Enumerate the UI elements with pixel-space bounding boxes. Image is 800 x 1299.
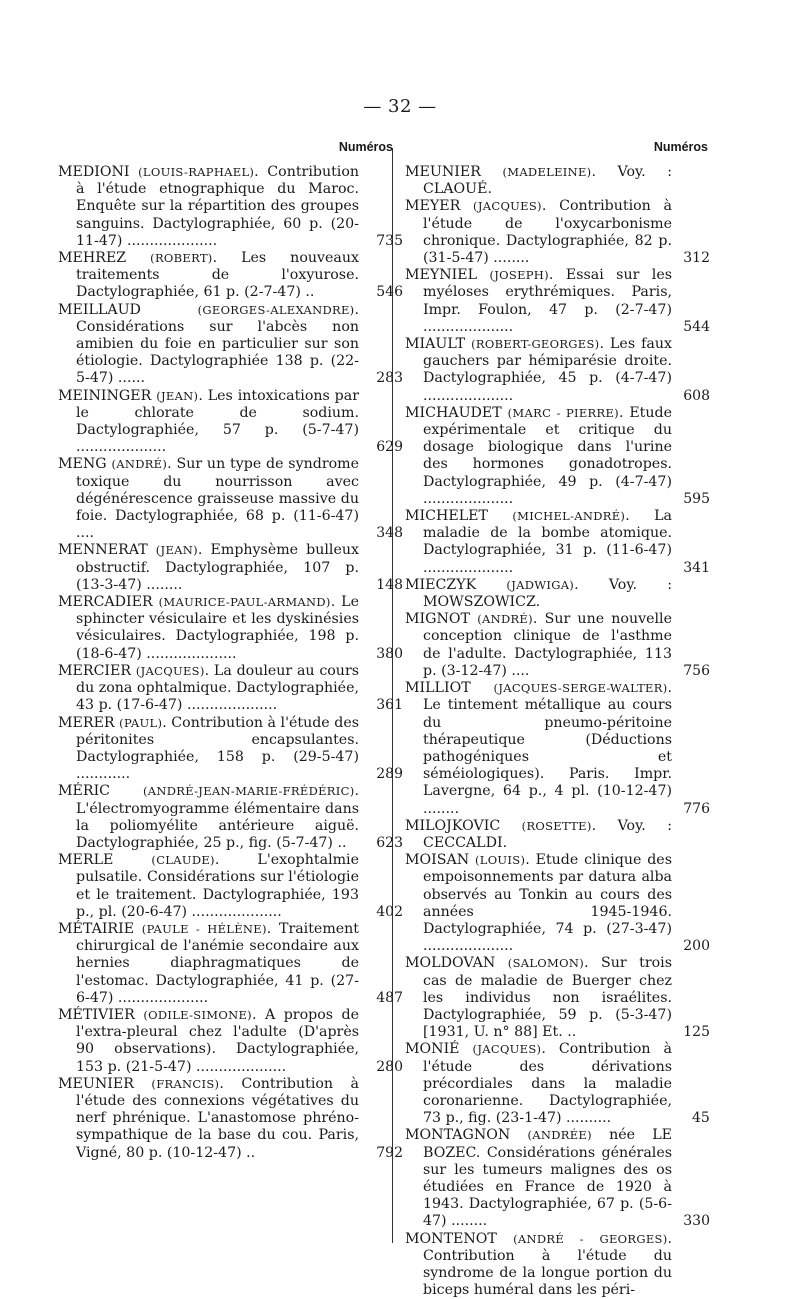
entry-number: 283 [376,370,403,387]
catalog-entry [58,921,403,1007]
entry-author-given-names: (JEAN) [155,543,198,558]
entry-author-given-names: (JACQUES) [473,199,542,214]
entry-author-surname: MOISAN [405,852,470,869]
entry-description: . A propos de l'extra-pleural chez l'adulte (D'après 90 observations). Dactylographiée, 153 p. (21-5-47) .................... [76,1006,359,1075]
entry-author-surname: MÉTIVIER [58,1006,135,1023]
entry-description: . Sur trois cas de maladie de Buerger chez les individus non israélites. Dactylographiée, 59 p. (5-3-47) [1931, U. n° 88] Et. .. [423,955,672,1041]
catalog-entry [405,508,710,577]
entry-number: 402 [376,903,403,920]
entry-description: . Etude expérimentale et critique du dosage biologique dans l'urine des hormones gonadotropes. Dactylographiée, 49 p. (4-7-47) .................... [423,404,672,507]
entry-number: 623 [376,834,403,851]
entry-description: . Contribution à l'étude etnographique du Maroc. Enquête sur la répartition des groupes sanguins. Dactylographiée, 60 p. (20-11-47) .................... [76,164,359,249]
entry-author-given-names: (SALOMON) [507,956,584,971]
entry-author-surname: MEUNIER [58,1075,134,1092]
entry-author-surname: MEILLAUD [58,301,141,318]
entry-author-given-names: (JEAN) [156,388,199,403]
entry-number: 756 [683,662,710,679]
catalog-entry [405,680,710,818]
entry-author-given-names: (ANDRÉ-JEAN-MARIE-FRÉDÉRIC) [142,784,355,799]
catalog-entry [58,1076,403,1162]
catalog-entry [58,542,403,594]
entry-description: . Contribution à l'étude de l'oxycarbonisme chronique. Dactylographiée, 82 p. (31-5-47) ........ [423,198,672,267]
catalog-entry: MONIÉ (JACQUES). Contribution à l'étude des dérivations précordiales dans la maladie coronarienne. Dactylographiée, 73 p., fig. (23-1-47) .......... 45 [405,1041,710,1127]
right-column [405,140,710,1299]
right-entry-list [405,164,710,1299]
entry-author-surname: MICHELET [405,508,488,525]
entry-number: 289 [376,766,403,783]
entry-description: . Le tintement métallique au cours du pneumo-péritoine thérapeutique (Déductions pathogéniques et séméiologiques). Paris. Impr. Lavergne, 64 p., 4 pl. (10-12-47) ........ [423,680,672,817]
entry-author-surname: MEDIONI [58,164,130,180]
entry-description: . Sur un type de syndrome toxique du nourrisson avec dégénérescence graisseuse massive du foie. Dactylographiée, 68 p. (11-6-47) .... [76,456,359,542]
entry-number: 792 [376,1144,403,1161]
catalog-entry [58,852,403,921]
entry-author-given-names: (JACQUES) [472,1042,542,1057]
catalog-entry [58,388,403,457]
entry-author-given-names: (ROBERT-GEORGES) [471,337,600,352]
catalog-entry [58,783,403,852]
entry-author-surname: MOLDOVAN [405,955,496,972]
left-column [58,140,403,1162]
entry-author-surname: MIGNOT [405,611,470,628]
entry-description: . Emphysème bulleux obstructif. Dactylographiée, 107 p. (13-3-47) ........ [76,542,359,593]
entry-author-surname: MÉTAIRIE [58,920,135,937]
entry-number: 776 [683,800,710,817]
catalog-entry [405,818,710,852]
entry-author-surname: MEYER [405,198,461,215]
entry-description: . Traitement chirurgical de l'anémie secondaire aux hernies diaphragmatiques de l'estomac. Dactylographiée, 41 p. (27-6-47) .................... [76,920,360,1006]
entry-author-surname: MONIÉ [405,1041,460,1058]
entry-author-surname: MEUNIER [405,164,481,180]
left-entry-list [58,164,403,1162]
entry-number: 546 [376,284,403,301]
right-column-header: Numéros [653,140,708,154]
entry-author-surname: MILLIOT [405,680,471,697]
entry-description: . Les intoxications par le chlorate de sodium. Dactylographiée, 57 p. (5-7-47) .................... [76,387,359,456]
entry-author-given-names: (GEORGES-ALEXANDRE) [197,302,355,317]
entry-description: . L'exophtalmie pulsatile. Considérations sur l'étiologie et le traitement. Dactylographiée, 193 p., pl. (20-6-47) .................... [76,852,359,920]
catalog-entry [58,663,403,715]
catalog-entry [405,164,710,198]
entry-author-surname: MERCADIER [58,594,153,611]
entry-number: 595 [683,490,710,507]
catalog-entry [405,852,710,955]
entry-number: 380 [376,645,403,662]
entry-author-surname: MIAULT [405,336,466,353]
entry-number: 148 [376,576,403,593]
entry-description: . Voy. : CLAOUÉ. [423,164,672,198]
entry-description: . Contribution à l'étude du syndrome de la longue portion du biceps huméral dans les péri- [423,1230,672,1299]
entry-description: . Etude clinique des empoisonnements par datura alba observés au Tonkin au cours des années 1945-1946. Dactylographiée, 74 p. (27-3-47) .................... [423,852,672,955]
catalog-entry [58,715,403,784]
entry-description: . La maladie de la bombe atomique. Dactylographiée, 31 p. (11-6-47) .................... [423,508,672,576]
entry-description: . Les faux gauchers par hémiparésie droite. Dactylographiée, 45 p. (4-7-47) .................... [423,336,672,404]
entry-author-surname: MIECZYK [405,576,477,593]
entry-author-given-names: (ANDRÉ - GEORGES) [513,1231,668,1246]
entry-description: . Contribution à l'étude des péritonites encapsulantes. Dactylographiée, 158 p. (29-5-47) ............ [76,714,359,783]
entry-author-given-names: (LOUIS-RAPHAEL) [138,165,255,179]
entry-author-given-names: (JADWIGA) [506,577,575,592]
entry-author-surname: MERER [58,714,115,731]
entry-author-given-names: (JOSEPH) [489,268,549,283]
entry-author-given-names: (ODILE-SIMONE) [143,1007,252,1022]
entry-number: 312 [683,250,710,267]
entry-author-given-names: (MICHEL-ANDRÉ) [512,509,626,524]
entry-description: . Les nouveaux traitements de l'oxyurose. Dactylographiée, 61 p. (2-7-47) .. [76,250,360,301]
entry-description: . Considérations sur l'abcès non amibien du foie en particulier sur son étiologie. Dactylographiée 138 p. (22-5-47) ...... [76,301,359,387]
entry-number: 330 [683,1213,710,1230]
entry-author-given-names: (ROBERT) [150,251,213,266]
entry-author-surname: MERLE [58,852,114,869]
catalog-entry [405,1231,710,1299]
catalog-entry [58,250,403,302]
entry-author-given-names: (ANDRÉE) [527,1128,592,1143]
catalog-entry [405,955,710,1041]
entry-number: 735 [376,232,403,249]
entry-number: 341 [683,559,710,576]
catalog-entry [405,1127,710,1230]
entry-author-surname: MEHREZ [58,250,127,267]
entry-author-given-names: (MARC - PIERRE) [507,405,619,420]
entry-author-surname: MONTAGNON [405,1127,511,1144]
entry-description: . Le sphincter vésiculaire et les dyskinésies vésiculaires. Dactylographiée, 198 p. (18-6-47) .................... [76,594,359,662]
catalog-entry [405,336,710,405]
catalog-entry [58,456,403,542]
entry-description: . Contribution à l'étude des dérivations précordiales dans la maladie coronarienne. Dactylographiée, 73 p., fig. (23-1-47) .......... [423,1041,672,1127]
entry-author-surname: MENG [58,456,107,473]
catalog-entry [405,267,710,336]
entry-author-surname: MEININGER [58,387,152,404]
entry-author-surname: MÉRIC [58,783,111,800]
entry-number: 629 [376,439,403,456]
entry-description: . L'électromyogramme élémentaire dans la poliomyélite antérieure aiguë. Dactylographiée, 25 p., fig. (5-7-47) .. [76,783,359,851]
catalog-entry [58,1007,403,1076]
entry-number: 348 [376,525,403,542]
entry-author-given-names: (JACQUES) [135,663,205,678]
left-column-header: Numéros [338,140,393,154]
entry-author-surname: MENNERAT [58,542,148,559]
entry-number: 280 [376,1058,403,1075]
catalog-entry [58,164,403,250]
entry-number: 200 [683,938,710,955]
entry-author-given-names: (MAURICE-PAUL-ARMAND) [158,595,331,610]
entry-description: . La douleur au cours du zona ophtalmique. Dactylographiée, 43 p. (17-6-47) .................... [76,662,360,714]
entry-author-surname: MERCIER [58,662,132,679]
catalog-entry [405,198,710,267]
entry-description: née LE BOZEC. Considérations générales sur les tumeurs malignes des os étudiées en France de 1920 à 1943. Dactylographiée, 67 p. (5-6-47) ........ [423,1127,672,1230]
entry-author-surname: MONTENOT [405,1230,497,1247]
catalog-entry [405,405,710,508]
entry-description: . Contribution à l'étude des connexions végétatives du nerf phrénique. L'anastomose phréno-sympathique de la base du cou. Paris, Vigné, 80 p. (10-12-47) .. [76,1075,359,1161]
entry-description: . Voy. : CECCALDI. [423,817,672,851]
entry-description: . Voy. : MOWSZOWICZ. [423,576,672,611]
entry-author-given-names: (FRANCIS) [151,1076,220,1091]
entry-author-given-names: (PAULE - HÉLÈNE) [141,921,267,936]
entry-number: 544 [683,318,710,335]
entry-author-given-names: (MADELEINE) [502,165,592,179]
entry-author-given-names: (JACQUES-SERGE-WALTER) [493,681,668,696]
entry-number: 487 [376,989,403,1006]
entry-description: . Sur une nouvelle conception clinique de l'asthme de l'adulte. Dactylographiée, 113 p. (3-12-47) .... [423,611,672,679]
entry-author-given-names: (ANDRÉ) [477,612,533,627]
entry-author-given-names: (ANDRÉ) [111,457,168,472]
entry-number: 361 [376,697,403,714]
entry-author-given-names: (PAUL) [119,715,163,730]
entry-author-surname: MILOJKOVIC [405,817,501,834]
entry-description: . Essai sur les myéloses erythrémiques. Paris, Impr. Foulon, 47 p. (2-7-47) .................... [423,267,672,335]
entry-author-surname: MICHAUDET [405,404,502,421]
entry-author-given-names: (LOUIS) [474,853,526,868]
entry-author-given-names: (ROSETTE) [521,818,592,833]
entry-author-given-names: (CLAUDE) [151,853,215,868]
catalog-entry [58,302,403,388]
catalog-entry [58,594,403,663]
entry-number: 608 [683,387,710,404]
catalog-entry [405,577,710,611]
entry-author-surname: MEYNIEL [405,267,478,284]
entry-number: 125 [683,1024,710,1041]
catalog-entry [405,611,710,680]
page-number: — 32 — [363,96,437,117]
